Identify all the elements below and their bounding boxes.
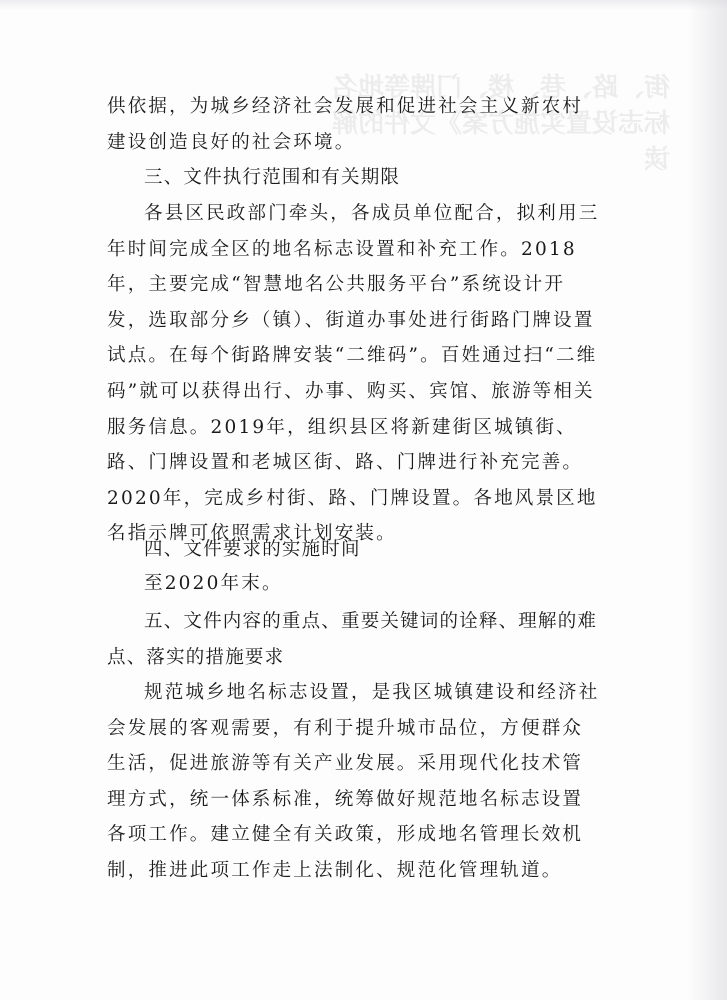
section-5-body: 规范城乡地名标志设置，是我区城镇建设和经济社会发展的客观需要，有利于提升城市品位，方便群众生活，促进旅游等有关产业发展。采用现代化技术管理方式，统一体系标准，统筹做好规范地名标志设置各项工作。建立健全有关政策，形成地名管理长效机制，推进此项工作走上法制化、规范化管理轨道。 (107, 682, 600, 881)
section-4-body: 至2020年末。 (144, 573, 283, 594)
scan-top-edge (0, 0, 727, 10)
section-3-body: 各县区民政部门牵头，各成员单位配合，拟利用三年时间完成全区的地名标志设置和补充工作。2018年，主要完成“智慧地名公共服务平台”系统设计开发，选取部分乡（镇）、街道办事处进行街路门牌设置试点。在每个街路牌安装“二维码”。百姓通过扫“二维码”就可以获得出行、办事、购买、宾馆、旅游等相关服务信息。2019年，组织县区将新建街区城镇街、路、门牌设置和老城区街、路、门牌进行补充完善。2020年，完成乡村街、路、门牌设置。各地风景区地名指示牌可依照需求计划安装。 (107, 203, 600, 545)
continuation-paragraph: 供依据，为城乡经济社会发展和促进社会主义新农村建设创造良好的社会环境。 (107, 96, 584, 153)
section-5-heading: 五、文件内容的重点、重要关键词的诠释、理解的难点、落实的措施要求 (107, 611, 598, 668)
show-through-text: 街、路、巷、楼、门牌等地名标志设置实施方案》文件的解读 (331, 73, 670, 175)
section-4-heading: 四、文件要求的实施时间 (144, 539, 361, 560)
scan-right-edge (687, 0, 727, 1000)
section-3-heading: 三、文件执行范围和有关期限 (144, 167, 401, 188)
